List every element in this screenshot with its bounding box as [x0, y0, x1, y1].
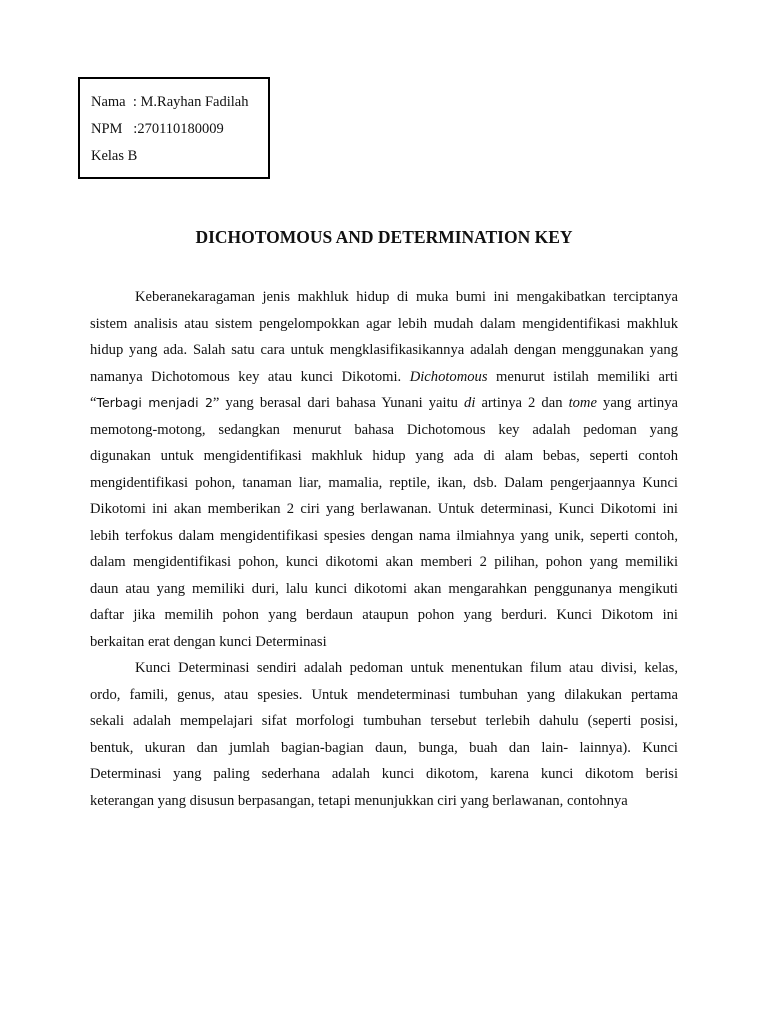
text-line: keterangan yang disusun berpasangan, tetapi menunjukkan ciri yang berlawanan, contohnya [90, 792, 628, 809]
text-line: digunakan untuk mengidentifikasi makhluk hidup yang ada di alam bebas, seperti contoh [90, 448, 678, 464]
text-line: Kunci Determinasi sendiri adalah pedoman untuk menentukan filum atau divisi, kelas, [135, 660, 678, 676]
text-line: berkaitan erat dengan kunci Determinasi [90, 633, 327, 650]
document-body [90, 284, 678, 814]
text-run: “ [90, 395, 97, 411]
text-line: memotong-motong, sedangkan menurut bahasa Dichotomous key adalah pedoman yang [90, 421, 678, 438]
student-info-box [78, 77, 270, 179]
text-line: Determinasi yang paling sederhana adalah kunci dikotom, karena kunci dikotom berisi [90, 766, 678, 782]
text-line: sekali adalah mempelajari sifat morfologi tumbuhan tersebut terlebih dahulu (seperti posisi, [90, 713, 678, 729]
student-npm: NPM :270110180009 [91, 121, 224, 137]
text-line: daftar jika memilih pohon yang berdaun ataupun pohon yang berduri. Kunci Dikotom ini [90, 607, 678, 623]
text-run: ” yang berasal dari bahasa Yunani yaitu [212, 395, 465, 411]
text-line: daun atau yang memiliki duri, lalu kunci dikotomi akan mengarahkan penggunanya mengikuti [90, 580, 678, 597]
text-run: menurut istilah memiliki arti [487, 368, 678, 385]
text-line: ordo, famili, genus, atau spesies. Untuk mendeterminasi tumbuhan yang dilakukan pertama [90, 686, 678, 703]
paragraph-determination [90, 655, 678, 814]
text-line: dalam mengidentifikasi pohon, kunci dikotomi akan memberi 2 pilihan, pohon yang memiliki [90, 554, 678, 570]
document-title: DICHOTOMOUS AND DETERMINATION KEY [195, 227, 573, 247]
text-line: hidup yang ada. Salah satu cara untuk mengklasifikasikannya adalah dengan menggunakan yang [90, 342, 678, 358]
text-line: Keberanekaragaman jenis makhluk hidup di muka bumi ini mengakibatkan terciptanya [135, 289, 678, 305]
italic-term: tome [568, 395, 597, 411]
student-name: Nama : M.Rayhan Fadilah [91, 94, 249, 110]
text-line: sistem analisis atau sistem pengelompokkan agar lebih mudah dalam mengidentifikasi makhluk [90, 315, 678, 332]
text-line [90, 390, 678, 417]
text-run: namanya Dichotomous key atau kunci Dikotomi. [90, 368, 410, 385]
text-run: artinya 2 dan [475, 395, 569, 411]
text-line: Dikotomi ini akan memberikan 2 ciri yang berlawanan. Untuk determinasi, Kunci Dikotomi ini [90, 501, 678, 517]
paragraph-dichotomous [90, 284, 678, 655]
text-run: yang artinya [596, 395, 678, 411]
text-line: mengidentifikasi pohon, tanaman liar, mamalia, reptile, ikan, dsb. Dalam pengerjaannya Kunci [90, 474, 678, 491]
italic-term: di [464, 395, 476, 411]
quoted-term: Terbagi menjadi 2 [96, 395, 213, 410]
student-class: Kelas B [91, 148, 138, 164]
italic-term: Dichotomous [409, 368, 488, 385]
text-line: lebih terfokus dalam mengidentifikasi spesies dengan nama ilmiahnya yang unik, seperti contoh, [90, 527, 678, 544]
text-line [90, 364, 678, 391]
text-line: bentuk, ukuran dan jumlah bagian-bagian daun, bunga, buah dan lain- lainnya). Kunci [90, 739, 678, 756]
